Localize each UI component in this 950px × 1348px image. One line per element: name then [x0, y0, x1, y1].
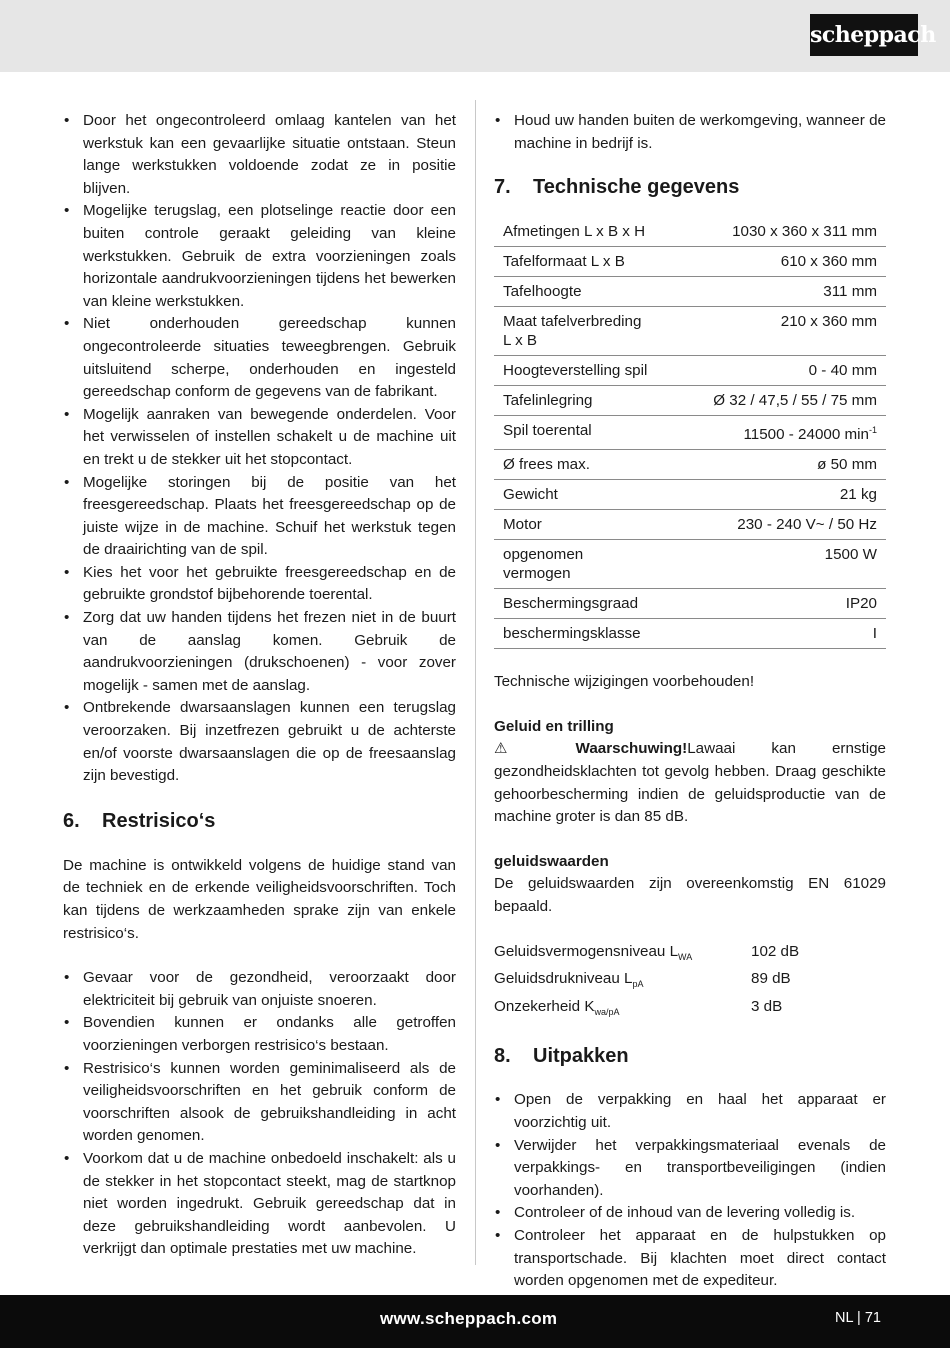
spec-value: ø 50 mm [817, 456, 877, 474]
spec-value: 610 x 360 mm [780, 253, 877, 271]
table-row [494, 277, 886, 307]
noise-value: 102 dB [751, 942, 800, 960]
spec-value: 1030 x 360 x 311 mm [732, 223, 877, 241]
list-item: • Mogelijke terugslag, een plotselinge reactie door een buiten controle geraakt geleiding van kleine werkstukken. Gebruik de extra voorzieningen zoals horizontale aandrukvoorzieningen tijdens het bewerken van kleine werkstukken. [63, 200, 456, 313]
spec-label: Ø frees max. [494, 450, 662, 480]
noise-value-row [494, 968, 886, 996]
spec-value: 21 kg [839, 486, 877, 504]
table-row [494, 480, 886, 510]
table-row [494, 356, 886, 386]
list-item: • Kies het voor het gebruikte freesgereedschap en de gebruikte grondstof bijbehorende toerental. [63, 562, 456, 607]
spec-value: 210 x 360 mm [780, 313, 877, 331]
section-number: 8. [494, 1045, 511, 1068]
spec-label: Tafelhoogte [494, 277, 662, 307]
spec-label: Afmetingen L x B x H [494, 217, 662, 247]
warning-label: Waarschuwing! [575, 740, 688, 758]
spec-label: Gewicht [494, 480, 662, 510]
spec-label: Tafelinlegring [494, 386, 662, 416]
list-item: • Voorkom dat u de machine onbedoeld inschakelt: als u de stekker in het stopcontact steekt, mag de startknop niet worden ingedrukt. Gebruik gereedschap dat in deze gebruikshandleiding wordt aanbevolen. U verkrijgt dan optimale prestaties met uw machine. [63, 1148, 456, 1261]
section-8-heading [494, 1043, 886, 1069]
spec-value: IP20 [845, 595, 877, 613]
noise-values-text: De geluidswaarden zijn overeenkomstig EN 61029 bepaald. [494, 875, 886, 915]
left-column [63, 110, 456, 1261]
table-row [494, 416, 886, 450]
table-row [494, 589, 886, 619]
unpacking-list [494, 1089, 886, 1292]
spec-value: 311 mm [823, 283, 877, 301]
section-number: 7. [494, 176, 511, 199]
spec-value: 0 - 40 mm [808, 362, 877, 380]
spec-value: 230 - 240 V~ / 50 Hz [737, 516, 877, 534]
table-row [494, 386, 886, 416]
website-link[interactable]: www.scheppach.com [380, 1309, 558, 1328]
hands-bullet-list [494, 110, 886, 155]
spec-label: Tafelformaat L x B [494, 247, 662, 277]
list-item: • Restrisico‘s kunnen worden geminimaliseerd als de veiligheidsvoorschriften en het gebruik conform de voorschriften alsook de gebruikshandleiding in acht worden genomen. [63, 1058, 456, 1148]
spec-label: Motor [494, 510, 662, 540]
noise-value: 89 dB [751, 970, 791, 988]
spec-label: opgenomen vermogen [494, 540, 662, 589]
column-divider [475, 100, 476, 1265]
table-row [494, 247, 886, 277]
section-title: Uitpakken [533, 1045, 629, 1068]
noise-values-list [494, 941, 886, 1024]
list-item: • Verwijder het verpakkingsmateriaal evenals de verpakkings- en transportbeveiligingen (indien voorhanden). [494, 1135, 886, 1203]
table-row [494, 510, 886, 540]
noise-value-row [494, 941, 886, 969]
table-row [494, 619, 886, 649]
list-item: • Door het ongecontroleerd omlaag kantelen van het werkstuk kan een gevaarlijke situatie ontstaan. Steun lange werkstukken voldoende zodat ze in positie blijven. [63, 110, 456, 200]
noise-label: Geluidsvermogensniveau L [494, 942, 679, 960]
list-item: • Mogelijke storingen bij de positie van het freesgereedschap. Plaats het freesgereedschap op de juiste wijze in de machine. Schuif het werkstuk tegen de draairichting van de spil. [63, 472, 456, 562]
noise-label: Onzekerheid K [494, 997, 595, 1015]
spec-label: Maat tafelverbreding L x B [494, 307, 662, 356]
table-row [494, 217, 886, 247]
spec-label: Spil toerental [494, 416, 662, 450]
safety-bullet-list [63, 110, 456, 788]
noise-value: 3 dB [751, 997, 783, 1015]
noise-heading: Geluid en trilling [494, 717, 614, 735]
section-number: 6. [63, 809, 80, 832]
section-6-intro: De machine is ontwikkeld volgens de huidige stand van de techniek en de erkende veiligheidsvoorschriften. Toch kan tijdens de werkzaamheden sprake zijn van enkele restrisico‘s. [63, 856, 456, 942]
section-6-heading [63, 808, 456, 834]
footer-bar [0, 1295, 950, 1348]
table-row [494, 540, 886, 589]
spec-value: 11500 - 24000 min [743, 426, 869, 444]
spec-value: I [872, 625, 877, 643]
technical-data-table [494, 217, 886, 649]
brand-logo: scheppach [810, 14, 918, 56]
spec-value: 1500 W [824, 546, 877, 564]
list-item: • Controleer of de inhoud van de levering volledig is. [494, 1202, 886, 1225]
spec-label: Hoogteverstelling spil [494, 356, 662, 386]
header-bar [0, 0, 950, 72]
list-item: • Bovendien kunnen er ondanks alle getroffen voorzieningen verborgen restrisico‘s bestaan. [63, 1012, 456, 1057]
section-7-heading [494, 174, 886, 200]
technical-note: Technische wijzigingen voorbehouden! [494, 673, 755, 691]
list-item: • Houd uw handen buiten de werkomgeving, wanneer de machine in bedrijf is. [494, 110, 886, 155]
spec-value: Ø 32 / 47,5 / 55 / 75 mm [713, 392, 877, 410]
list-item: • Controleer het apparaat en de hulpstukken op transportschade. Bij klachten moet direct contact worden opgenomen met de expediteur. [494, 1225, 886, 1293]
list-item: • Mogelijk aanraken van bewegende onderdelen. Voor het verwisselen of instellen schakelt u de machine uit en trekt u de stekker uit het stopcontact. [63, 404, 456, 472]
section-title: Restrisico‘s [102, 809, 216, 832]
spec-value-superscript: -1 [868, 425, 877, 436]
noise-values-heading: geluidswaarden [494, 852, 609, 870]
right-column [494, 110, 886, 1293]
noise-label-subscript: pA [632, 979, 644, 990]
page-number: NL | 71 [835, 1310, 881, 1326]
noise-label-subscript: wa/pA [594, 1006, 620, 1017]
list-item: • Zorg dat uw handen tijdens het frezen niet in de buurt van de aanslag komen. Gebruik de aandrukvoorzieningen (drukschoenen) - voor zover mogelijk - samen met de aanslag. [63, 607, 456, 697]
list-item: • Ontbrekende dwarsaanslagen kunnen een terugslag veroorzaken. Bij inzetfrezen gebruikt u de achterste en/of voorste dwarsaanslagen die op de freesaanslag zijn bevestigd. [63, 697, 456, 787]
list-item: • Open de verpakking en haal het apparaat er voorzichtig uit. [494, 1089, 886, 1134]
warning-text: Lawaai kan ernstige gezondheidsklachten tot gevolg hebben. Draag geschikte gehoorbescherming indien de geluidsproductie van de machine groter is dan 85 dB. [494, 740, 886, 826]
table-row [494, 307, 886, 356]
residual-risk-list [63, 967, 456, 1261]
noise-label: Geluidsdrukniveau L [494, 970, 633, 988]
warning-icon: ⚠ [494, 740, 540, 758]
list-item: • Niet onderhouden gereedschap kunnen ongecontroleerde situaties teweegbrengen. Gebruik uitsluitend scherpe, onderhouden en ingesteld gereedschap conform de gegevens van de fabrikant. [63, 313, 456, 403]
spec-label: Beschermingsgraad [494, 589, 662, 619]
spec-label: beschermingsklasse [494, 619, 662, 649]
noise-warning [494, 738, 886, 828]
section-title: Technische gegevens [533, 176, 740, 199]
table-row [494, 450, 886, 480]
noise-label-subscript: WA [678, 951, 693, 962]
list-item: • Gevaar voor de gezondheid, veroorzaakt door elektriciteit bij gebruik van onjuiste snoeren. [63, 967, 456, 1012]
noise-value-row [494, 996, 886, 1024]
